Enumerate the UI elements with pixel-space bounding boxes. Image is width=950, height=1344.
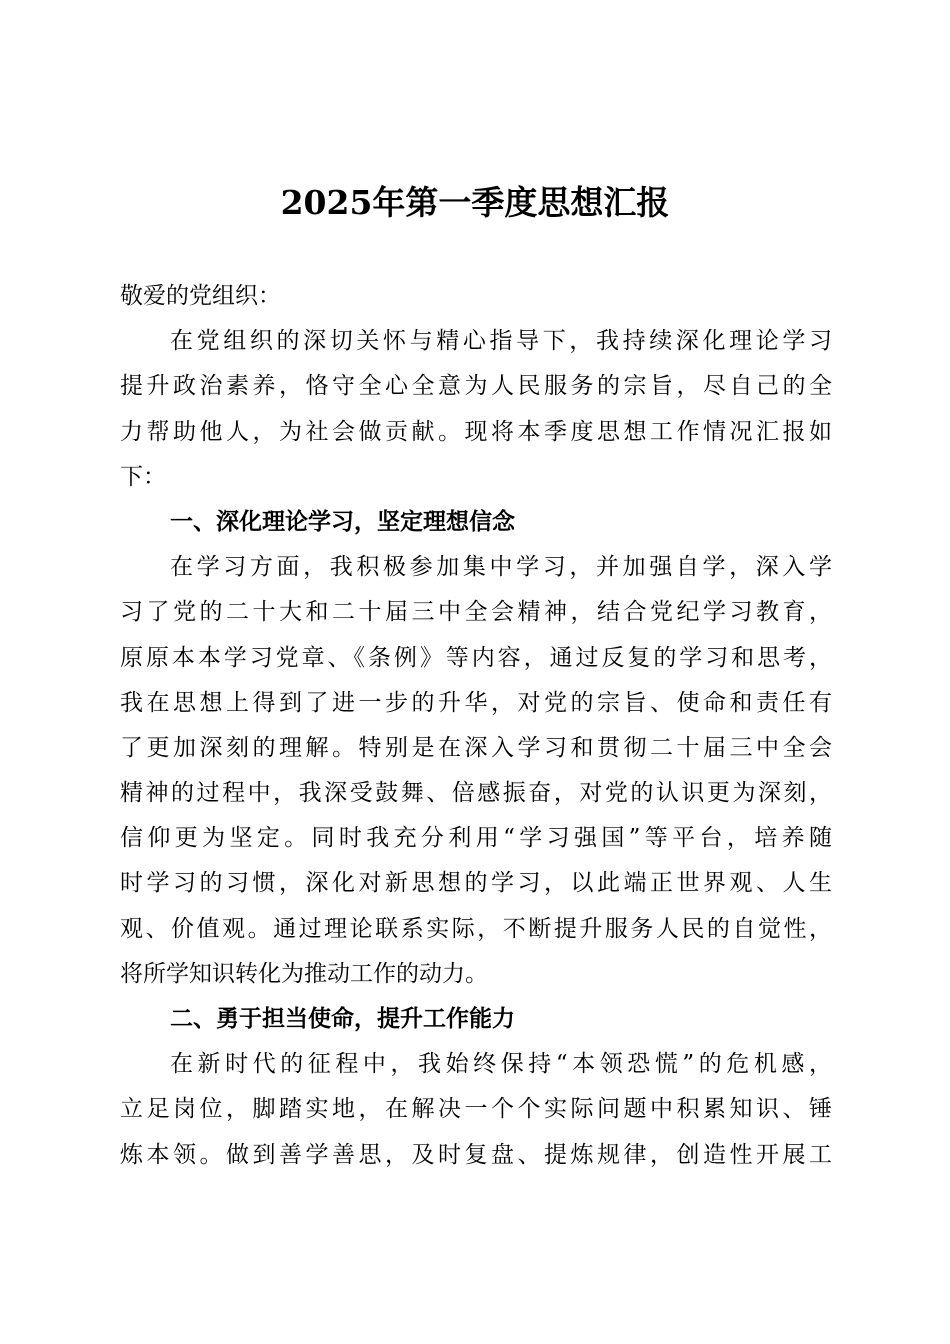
intro-line: 提升政治素养，恪守全心全意为人民服务的宗旨，尽自己的全 (120, 373, 832, 400)
paragraph-line: 立足岗位，脚踏实地，在解决一个个实际问题中积累知识、锤 (120, 1096, 832, 1123)
paragraph-line: 习了党的二十大和二十届三中全会精神，结合党纪学习教育， (120, 599, 832, 626)
document-body (120, 274, 832, 1178)
paragraph-line: 信仰更为坚定。同时我充分利用“学习强国”等平台，培养随 (120, 825, 832, 852)
paragraph-line: 观、价值观。通过理论联系实际，不断提升服务人民的自觉性， (120, 915, 832, 942)
intro-line: 在党组织的深切关怀与精心指导下，我持续深化理论学习 (170, 328, 832, 355)
paragraph-line: 将所学知识转化为推动工作的动力。 (120, 960, 488, 987)
paragraph-line: 精神的过程中，我深受鼓舞、倍感振奋，对党的认识更为深刻， (120, 780, 832, 807)
paragraph-line: 炼本领。做到善学善思，及时复盘、提炼规律，创造性开展工 (120, 1141, 832, 1168)
paragraph-line: 时学习的习惯，深化对新思想的学习，以此端正世界观、人生 (120, 870, 832, 897)
intro-line: 力帮助他人，为社会做贡献。现将本季度思想工作情况汇报如 (120, 418, 832, 445)
paragraph-line: 在新时代的征程中，我始终保持“本领恐慌”的危机感， (170, 1051, 832, 1078)
document-title: 2025年第一季度思想汇报 (280, 183, 670, 222)
paragraph-line: 我在思想上得到了进一步的升华，对党的宗旨、使命和责任有 (120, 689, 832, 716)
section-heading: 二、勇于担当使命，提升工作能力 (170, 1006, 515, 1032)
salutation: 敬爱的党组织： (120, 283, 281, 309)
intro-line: 下： (120, 463, 166, 490)
paragraph-line: 在学习方面，我积极参加集中学习，并加强自学，深入学 (170, 554, 832, 581)
paragraph-line: 了更加深刻的理解。特别是在深入学习和贯彻二十届三中全会 (120, 734, 832, 761)
paragraph-line: 原原本本学习党章、《条例》等内容，通过反复的学习和思考， (120, 644, 832, 671)
section-heading: 一、深化理论学习，坚定理想信念 (170, 508, 515, 535)
